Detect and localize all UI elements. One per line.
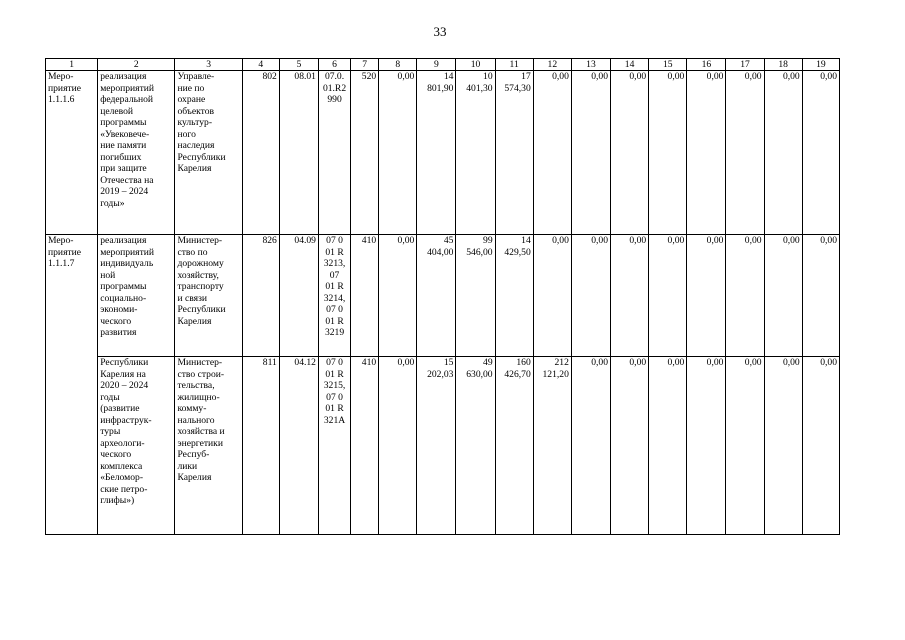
value-cell: 0,00 <box>764 235 802 357</box>
column-header: 16 <box>687 59 726 71</box>
responsible-body-cell <box>175 235 242 357</box>
cell-line: ческого <box>100 315 132 327</box>
value-cell: 0,00 <box>571 71 610 235</box>
cell-line: 401,30 <box>466 82 493 94</box>
value-cell: 0,00 <box>379 235 417 357</box>
cell-line: годы <box>100 391 120 403</box>
cell-line: хозяйству, <box>177 269 219 281</box>
cell-line: 429,50 <box>504 246 531 258</box>
cell-line: целевой <box>100 105 134 117</box>
expense-type-cell: 410 <box>351 357 379 535</box>
column-header: 3 <box>175 59 242 71</box>
cell-line: Карелия <box>177 315 212 327</box>
cell-line: хозяйства и <box>177 426 225 437</box>
cell-line: Республики <box>177 151 226 163</box>
cell-line: 0,00 <box>552 71 569 82</box>
value-cell: 0,00 <box>379 71 417 235</box>
cell-line: 404,00 <box>427 246 454 258</box>
cell-line: 3219 <box>324 327 345 338</box>
value-cell: 0,00 <box>764 71 802 235</box>
value-cell <box>495 357 533 535</box>
cell-line: 01 R <box>325 368 344 380</box>
cell-line: мероприятий <box>100 246 155 258</box>
value-cell <box>533 357 571 535</box>
cell-line: археологи- <box>100 437 145 449</box>
cell-line: 01 R <box>325 403 344 414</box>
cell-line: объектов <box>177 105 215 117</box>
column-header: 12 <box>533 59 571 71</box>
cell-line: нального <box>177 414 215 426</box>
cell-line: 990 <box>327 94 342 105</box>
cell-line: культур- <box>177 117 213 128</box>
target-article-cell <box>318 235 350 357</box>
section-code-cell: 04.09 <box>279 235 318 357</box>
cell-line: Карелия <box>177 163 212 174</box>
cell-line: охране <box>177 94 206 105</box>
value-cell <box>417 71 456 235</box>
cell-line: ческого <box>100 449 132 460</box>
value-cell: 0,00 <box>726 235 764 357</box>
cell-line: ские петро- <box>100 483 148 495</box>
cell-line: 1.1.1.7 <box>48 258 75 269</box>
activity-code-cell <box>46 71 98 235</box>
cell-line: 15 <box>443 357 454 368</box>
value-cell: 0,00 <box>687 235 726 357</box>
cell-line: ного <box>177 128 196 140</box>
column-header: 13 <box>571 59 610 71</box>
value-cell <box>495 235 533 357</box>
value-cell: 0,00 <box>611 357 649 535</box>
budget-table <box>45 58 840 535</box>
cell-line: социально- <box>100 292 147 304</box>
value-cell: 0,00 <box>802 71 839 235</box>
cell-line: 0,00 <box>552 235 569 246</box>
cell-line: Карелия на <box>100 368 146 380</box>
cell-line: федеральной <box>100 94 154 105</box>
activity-code-cell <box>46 235 98 535</box>
cell-line: 202,03 <box>427 368 454 380</box>
activity-description-cell <box>98 71 175 235</box>
value-cell <box>417 235 456 357</box>
column-header: 14 <box>611 59 649 71</box>
cell-line: глифы») <box>100 495 135 506</box>
column-header: 10 <box>456 59 495 71</box>
cell-line: программы <box>100 117 147 128</box>
column-header: 9 <box>417 59 456 71</box>
cell-line: 49 <box>483 357 493 368</box>
cell-line: тельства, <box>177 380 215 391</box>
value-cell: 0,00 <box>649 235 687 357</box>
cell-line: Министер- <box>177 235 223 246</box>
cell-line: индивидуаль <box>100 258 154 269</box>
header-row <box>46 59 840 71</box>
cell-line: 2019 – 2024 <box>100 186 149 197</box>
cell-line: Управле- <box>177 71 215 82</box>
grbs-code-cell: 811 <box>242 357 279 535</box>
value-cell: 0,00 <box>764 357 802 535</box>
cell-line: при защите <box>100 163 147 174</box>
cell-line: Отечества на <box>100 174 154 186</box>
cell-line: (развитие <box>100 403 140 414</box>
value-cell <box>456 357 495 535</box>
cell-line: Республики <box>100 357 149 368</box>
cell-line: приятие <box>48 82 82 94</box>
value-cell <box>495 71 533 235</box>
value-cell: 0,00 <box>649 357 687 535</box>
value-cell <box>533 71 571 235</box>
cell-line: 01.R2 <box>322 82 347 94</box>
column-header: 17 <box>726 59 764 71</box>
value-cell: 0,00 <box>649 71 687 235</box>
cell-line: Республики <box>177 304 226 315</box>
value-cell: 0,00 <box>379 357 417 535</box>
cell-line: 07 <box>329 269 340 281</box>
cell-line: «Беломор- <box>100 472 144 483</box>
cell-line: 2020 – 2024 <box>100 380 149 391</box>
column-header: 1 <box>46 59 98 71</box>
cell-line: экономи- <box>100 304 138 315</box>
column-header: 19 <box>802 59 839 71</box>
cell-line: транспорту <box>177 281 224 292</box>
cell-line: Меро- <box>48 235 74 246</box>
cell-line: 99 <box>483 235 493 246</box>
cell-line: 01 R <box>325 281 344 292</box>
table-row <box>46 357 840 535</box>
value-cell: 0,00 <box>611 235 649 357</box>
cell-line: 3215, <box>323 380 346 391</box>
target-article-cell <box>318 357 350 535</box>
cell-line: 426,70 <box>504 368 531 380</box>
expense-type-cell: 410 <box>351 235 379 357</box>
value-cell: 0,00 <box>802 235 839 357</box>
cell-line: «Увековече- <box>100 128 150 140</box>
cell-line: 01 R <box>325 246 344 258</box>
cell-line: приятие <box>48 246 82 258</box>
cell-line: Меро- <box>48 71 74 82</box>
value-cell: 0,00 <box>687 357 726 535</box>
cell-line: 14 <box>443 71 454 82</box>
cell-line: Министер- <box>177 357 223 368</box>
cell-line: 07 0 <box>326 357 343 368</box>
section-code-cell: 08.01 <box>279 71 318 235</box>
section-code-cell: 04.12 <box>279 357 318 535</box>
value-cell <box>456 71 495 235</box>
activity-description-cell <box>98 357 175 535</box>
cell-line: 801,90 <box>427 82 454 94</box>
column-header: 4 <box>242 59 279 71</box>
cell-line: 160 <box>516 357 531 368</box>
cell-line: годы» <box>100 197 125 209</box>
cell-line: 212 <box>554 357 569 368</box>
cell-line: реализация <box>100 71 147 82</box>
cell-line: ние по <box>177 82 205 94</box>
responsible-body-cell <box>175 357 242 535</box>
cell-line: Респуб- <box>177 449 210 460</box>
cell-line: инфраструк- <box>100 414 152 426</box>
cell-line: ной <box>100 269 116 281</box>
cell-line: реализация <box>100 235 147 246</box>
cell-line: 546,00 <box>466 246 493 258</box>
column-header: 8 <box>379 59 417 71</box>
cell-line: ство строи- <box>177 368 225 380</box>
value-cell: 0,00 <box>726 357 764 535</box>
cell-line: 10 <box>483 71 493 82</box>
value-cell <box>456 235 495 357</box>
cell-line: 121,20 <box>542 368 569 380</box>
column-header: 11 <box>495 59 533 71</box>
cell-line: 630,00 <box>466 368 493 380</box>
column-header: 7 <box>351 59 379 71</box>
cell-line: дорожному <box>177 258 224 269</box>
cell-line: и связи <box>177 292 207 304</box>
cell-line: 45 <box>443 235 454 246</box>
cell-line: погибших <box>100 151 142 163</box>
value-cell: 0,00 <box>611 71 649 235</box>
value-cell: 0,00 <box>571 357 610 535</box>
column-header: 15 <box>649 59 687 71</box>
expense-type-cell: 520 <box>351 71 379 235</box>
column-header: 18 <box>764 59 802 71</box>
cell-line: 01 R <box>325 315 344 327</box>
cell-line: 07.0. <box>324 71 345 82</box>
cell-line: комму- <box>177 403 207 414</box>
cell-line: ние памяти <box>100 140 147 151</box>
page-number: 33 <box>433 24 447 39</box>
cell-line: энергетики <box>177 437 223 449</box>
value-cell: 0,00 <box>802 357 839 535</box>
cell-line: наследия <box>177 140 215 151</box>
cell-line: комплекса <box>100 460 143 472</box>
target-article-cell <box>318 71 350 235</box>
cell-line: жилищно- <box>177 391 220 403</box>
cell-line: 07 0 <box>326 391 343 403</box>
cell-line: Карелия <box>177 472 212 483</box>
cell-line: развития <box>100 327 137 338</box>
value-cell: 0,00 <box>726 71 764 235</box>
cell-line: 3214, <box>323 292 346 304</box>
value-cell: 0,00 <box>687 71 726 235</box>
value-cell: 0,00 <box>571 235 610 357</box>
column-header: 6 <box>318 59 350 71</box>
cell-line: 14 <box>521 235 531 246</box>
grbs-code-cell: 802 <box>242 71 279 235</box>
cell-line: 07 0 <box>326 235 343 246</box>
cell-line: 07 0 <box>326 304 343 315</box>
cell-line: мероприятий <box>100 82 155 94</box>
cell-line: 574,30 <box>504 82 531 94</box>
column-header: 2 <box>98 59 175 71</box>
cell-line: 321А <box>323 414 346 426</box>
table-row <box>46 235 840 357</box>
activity-description-cell <box>98 235 175 357</box>
table-row <box>46 71 840 235</box>
value-cell <box>533 235 571 357</box>
cell-line: программы <box>100 281 147 292</box>
grbs-code-cell: 826 <box>242 235 279 357</box>
cell-line: 1.1.1.6 <box>48 94 75 105</box>
cell-line: ство по <box>177 246 208 258</box>
cell-line: 17 <box>521 71 531 82</box>
cell-line: 3213, <box>323 258 346 269</box>
column-header: 5 <box>279 59 318 71</box>
cell-line: лики <box>177 460 198 472</box>
cell-line: туры <box>100 426 121 437</box>
value-cell <box>417 357 456 535</box>
responsible-body-cell <box>175 71 242 235</box>
